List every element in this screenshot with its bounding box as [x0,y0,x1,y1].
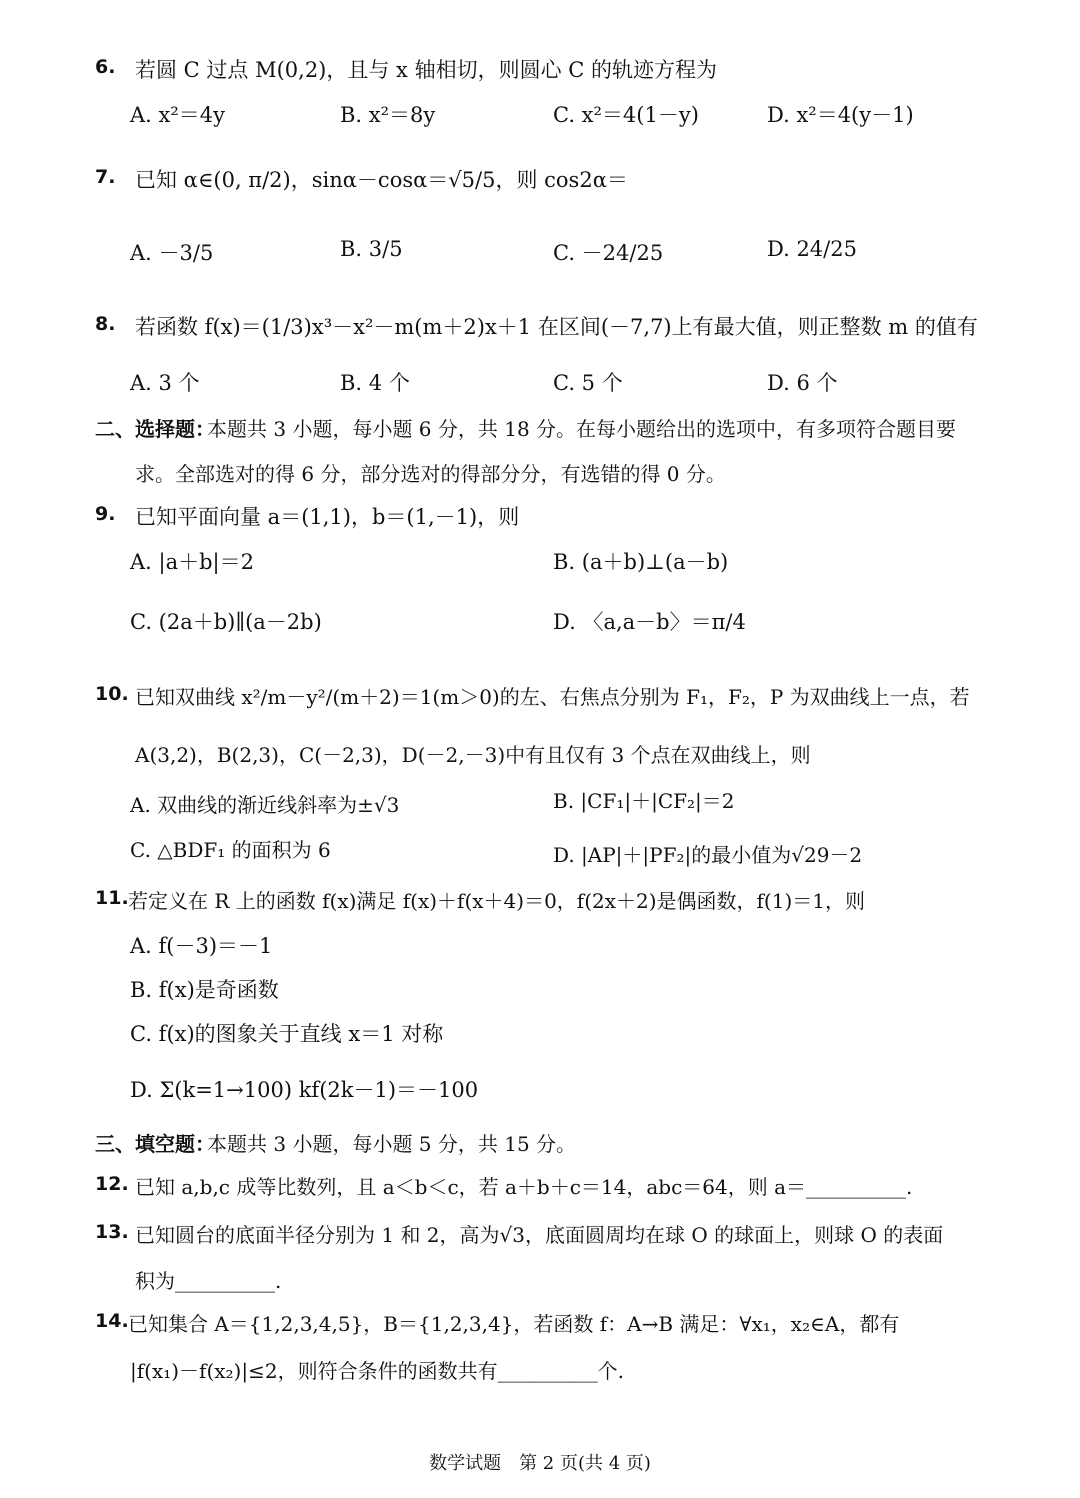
question-6-number: 6. [95,56,116,78]
question-6-option-d: D. x²＝4(y－1) [767,103,914,127]
question-11-number: 11. [95,887,129,909]
question-7-stem: 已知 α∈(0, π/2)，sinα－cosα＝√5/5，则 cos2α＝ [135,168,628,192]
question-11-option-a: A. f(－3)＝－1 [130,934,273,958]
question-6-option-a: A. x²＝4y [130,103,226,127]
section-2-title: 二、选择题： [95,417,215,441]
question-8-number: 8. [95,313,116,335]
question-9-stem: 已知平面向量 a＝(1,1)，b＝(1,－1)，则 [135,505,520,529]
question-8-option-a: A. 3 个 [130,371,200,395]
section-3-title: 三、填空题： [95,1132,215,1156]
question-8-option-c: C. 5 个 [553,371,623,395]
question-10-stem-continuation: A(3,2)，B(2,3)，C(－2,3)，D(－2,－3)中有且仅有 3 个点在双曲线上，则 [135,743,811,767]
question-9-option-b: B. (a＋b)⊥(a－b) [553,550,729,574]
question-14-stem: 已知集合 A＝{1,2,3,4,5}，B＝{1,2,3,4}，若函数 f：A→B 满足：∀x₁，x₂∈A，都有 [128,1312,900,1336]
question-8-option-b: B. 4 个 [340,371,410,395]
question-11-option-c: C. f(x)的图象关于直线 x＝1 对称 [130,1022,444,1046]
question-9-number: 9. [95,503,116,525]
question-9-option-a: A. |a＋b|＝2 [130,550,254,574]
question-7-option-a: A. －3/5 [130,241,214,265]
question-10-option-b: B. |CF₁|＋|CF₂|＝2 [553,789,735,813]
section-2-description-line-1: 本题共 3 小题，每小题 6 分，共 18 分。在每小题给出的选项中，有多项符合题目要 [207,417,957,441]
question-10-option-a: A. 双曲线的渐近线斜率为±√3 [130,793,400,817]
question-12-stem: 已知 a,b,c 成等比数列，且 a＜b＜c，若 a＋b＋c＝14，abc＝64，则 a＝__________. [135,1175,913,1199]
question-9-option-c: C. (2a＋b)∥(a－2b) [130,610,322,634]
question-13-number: 13. [95,1221,129,1243]
question-11-option-b: B. f(x)是奇函数 [130,978,279,1002]
question-6-option-b: B. x²＝8y [340,103,436,127]
question-13-stem: 已知圆台的底面半径分别为 1 和 2，高为√3，底面圆周均在球 O 的球面上，则球 O 的表面 [135,1223,944,1247]
question-9-option-d: D. 〈a,a－b〉＝π/4 [553,610,746,634]
question-10-number: 10. [95,683,129,705]
question-11-option-d: D. Σ(k=1→100) kf(2k－1)＝－100 [130,1078,479,1102]
question-7-option-b: B. 3/5 [340,237,403,261]
question-14-number: 14. [95,1310,129,1332]
section-2-description-line-2: 求。全部选对的得 6 分，部分选对的得部分分，有选错的得 0 分。 [135,462,726,486]
question-7-number: 7. [95,166,116,188]
section-3-description: 本题共 3 小题，每小题 5 分，共 15 分。 [207,1132,577,1156]
question-7-option-c: C. －24/25 [553,241,664,265]
page-footer: 数学试题 第 2 页(共 4 页) [429,1453,651,1474]
question-8-stem: 若函数 f(x)＝(1/3)x³－x²－m(m＋2)x＋1 在区间(－7,7)上有最大值，则正整数 m 的值有 [135,315,978,339]
question-7-option-d: D. 24/25 [767,237,857,261]
question-8-option-d: D. 6 个 [767,371,838,395]
question-6-option-c: C. x²＝4(1－y) [553,103,699,127]
question-13-stem-continuation: 积为__________. [135,1269,282,1293]
question-10-option-d: D. |AP|＋|PF₂|的最小值为√29－2 [553,843,863,867]
question-11-stem: 若定义在 R 上的函数 f(x)满足 f(x)＋f(x＋4)＝0，f(2x＋2)是偶函数，f(1)＝1，则 [128,889,865,913]
question-6-stem: 若圆 C 过点 M(0,2)，且与 x 轴相切，则圆心 C 的轨迹方程为 [135,58,717,82]
question-12-number: 12. [95,1173,129,1195]
question-10-option-c: C. △BDF₁ 的面积为 6 [130,838,331,862]
question-14-stem-continuation: |f(x₁)－f(x₂)|≤2，则符合条件的函数共有__________个. [130,1359,624,1383]
question-10-stem: 已知双曲线 x²/m－y²/(m＋2)＝1(m＞0)的左、右焦点分别为 F₁，F₂，P 为双曲线上一点，若 [135,685,970,709]
